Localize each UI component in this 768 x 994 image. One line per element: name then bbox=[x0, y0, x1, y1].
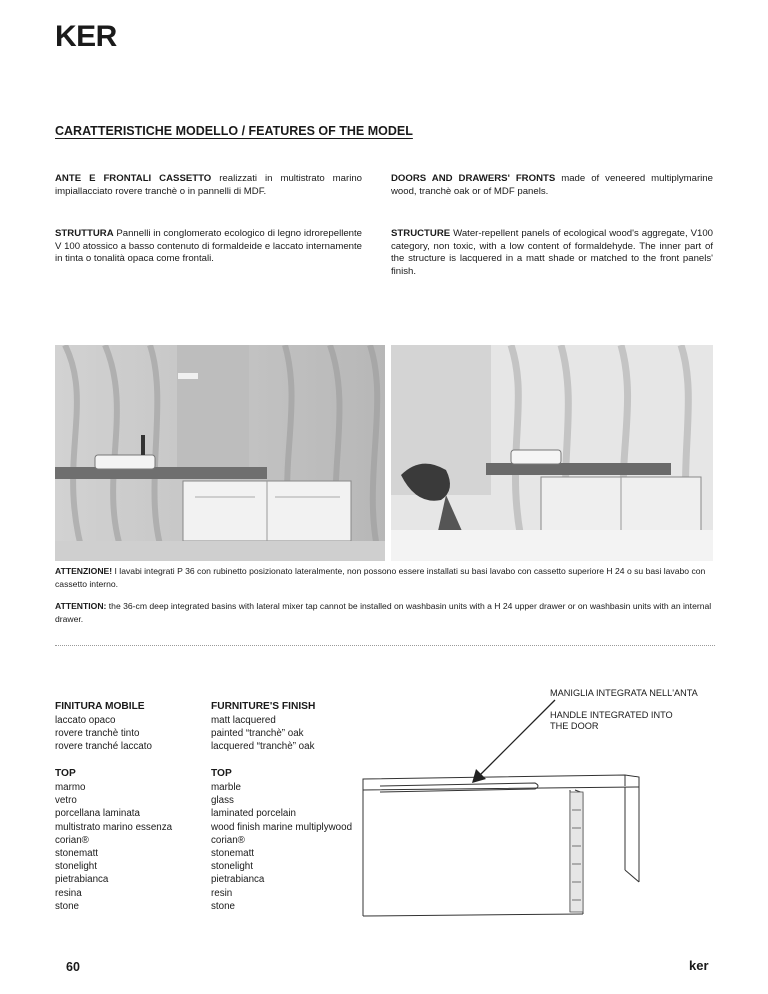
list-item: stonematt bbox=[211, 848, 255, 860]
footer-brand: ker bbox=[689, 958, 709, 973]
top-title-en: TOP bbox=[211, 768, 232, 779]
list-item: marmo bbox=[55, 782, 86, 793]
list-item: corian® bbox=[211, 834, 245, 846]
list-item: rovere tranché laccato bbox=[55, 741, 152, 753]
dotted-divider bbox=[55, 645, 715, 646]
list-item: vetro bbox=[55, 795, 77, 807]
list-item: laccato opaco bbox=[55, 715, 116, 726]
pointer-arrow-icon bbox=[460, 695, 560, 785]
top-list-en bbox=[211, 781, 352, 913]
finish-title-en: FURNITURE'S FINISH bbox=[211, 701, 316, 712]
page-number: 60 bbox=[66, 960, 80, 974]
feature-label: STRUTTURA bbox=[55, 228, 114, 239]
bathroom-photo-side bbox=[391, 345, 713, 561]
warning-label: ATTENTION: bbox=[55, 601, 107, 611]
finish-list-en bbox=[211, 714, 314, 754]
section-title: CARATTERISTICHE MODELLO / FEATURES OF THE MODEL bbox=[55, 124, 413, 138]
list-item: corian® bbox=[55, 834, 89, 846]
list-item: wood finish marine multiplywood bbox=[211, 821, 353, 833]
list-item: stonelight bbox=[55, 861, 97, 873]
finish-title-it: FINITURA MOBILE bbox=[55, 701, 145, 712]
list-item: pietrabianca bbox=[211, 874, 265, 886]
top-title-it: TOP bbox=[55, 768, 76, 779]
top-list-it bbox=[55, 781, 172, 913]
list-item: stonematt bbox=[55, 848, 99, 860]
feature-text: realizzati in multistrato marino impiallacciato rovere tranchè o in pannelli di MDF. bbox=[55, 173, 362, 197]
bathroom-photo-front bbox=[55, 345, 385, 561]
list-item: lacquered “tranchè” oak bbox=[211, 741, 315, 753]
list-item: stone bbox=[55, 900, 79, 912]
warning-text: the 36-cm deep integrated basins with lateral mixer tap cannot be installed on washbasin units with a H 24 upper drawer or on washbasin units with an internal drawer. bbox=[55, 601, 712, 624]
list-item: resina bbox=[55, 887, 82, 899]
feature-label: DOORS AND DRAWERS' FRONTS bbox=[391, 173, 556, 184]
list-item: laminated porcelain bbox=[211, 808, 296, 820]
feature-en-fronts bbox=[391, 173, 713, 198]
list-item: rovere tranchè tinto bbox=[55, 728, 140, 740]
handle-caption-line: HANDLE INTEGRATED INTO bbox=[550, 710, 673, 720]
list-item: stonelight bbox=[211, 861, 253, 873]
list-item: painted “tranchè” oak bbox=[211, 728, 304, 740]
brand-title: KER bbox=[55, 20, 117, 53]
list-item: stone bbox=[211, 900, 235, 912]
list-item: matt lacquered bbox=[211, 715, 276, 726]
feature-it-fronts bbox=[55, 173, 362, 198]
feature-label: STRUCTURE bbox=[391, 228, 451, 239]
list-item: glass bbox=[211, 795, 234, 807]
list-item: marble bbox=[211, 782, 241, 793]
handle-caption-line: THE DOOR bbox=[550, 721, 599, 732]
warning-text: I lavabi integrati P 36 con rubinetto posizionato lateralmente, non possono essere installati su basi lavabo con cassetto superiore H 24 o su basi lavabo con cassetto interno. bbox=[55, 566, 706, 589]
warning-label: ATTENZIONE! bbox=[55, 566, 113, 576]
feature-text: Water-repellent panels of ecological wood's aggregate, V100 category, non toxic, with a low content of formaldehyde. The inner part of the structure is lacquered in a matt shade or matched to the front panels' finish. bbox=[391, 228, 713, 277]
feature-text: Pannelli in conglomerato ecologico di legno idrorepellente V 100 atossico a basso contenuto di formaldeide e laccato internamente in tinta o tonalità opaca come frontali. bbox=[55, 228, 362, 265]
feature-it-structure bbox=[55, 228, 362, 266]
list-item: multistrato marino essenza bbox=[55, 821, 173, 833]
handle-caption-it: MANIGLIA INTEGRATA NELL'ANTA bbox=[550, 688, 698, 698]
warning-note-it bbox=[55, 565, 715, 591]
feature-text: made of veneered multiplymarine wood, tranchè oak or of MDF panels. bbox=[391, 173, 713, 197]
feature-label: ANTE E FRONTALI CASSETTO bbox=[55, 173, 212, 184]
list-item: pietrabianca bbox=[55, 874, 109, 886]
feature-en-structure bbox=[391, 228, 713, 278]
finish-list-it bbox=[55, 714, 152, 754]
warning-note-en bbox=[55, 600, 715, 626]
list-item: resin bbox=[211, 887, 233, 899]
list-item: porcellana laminata bbox=[55, 808, 140, 820]
